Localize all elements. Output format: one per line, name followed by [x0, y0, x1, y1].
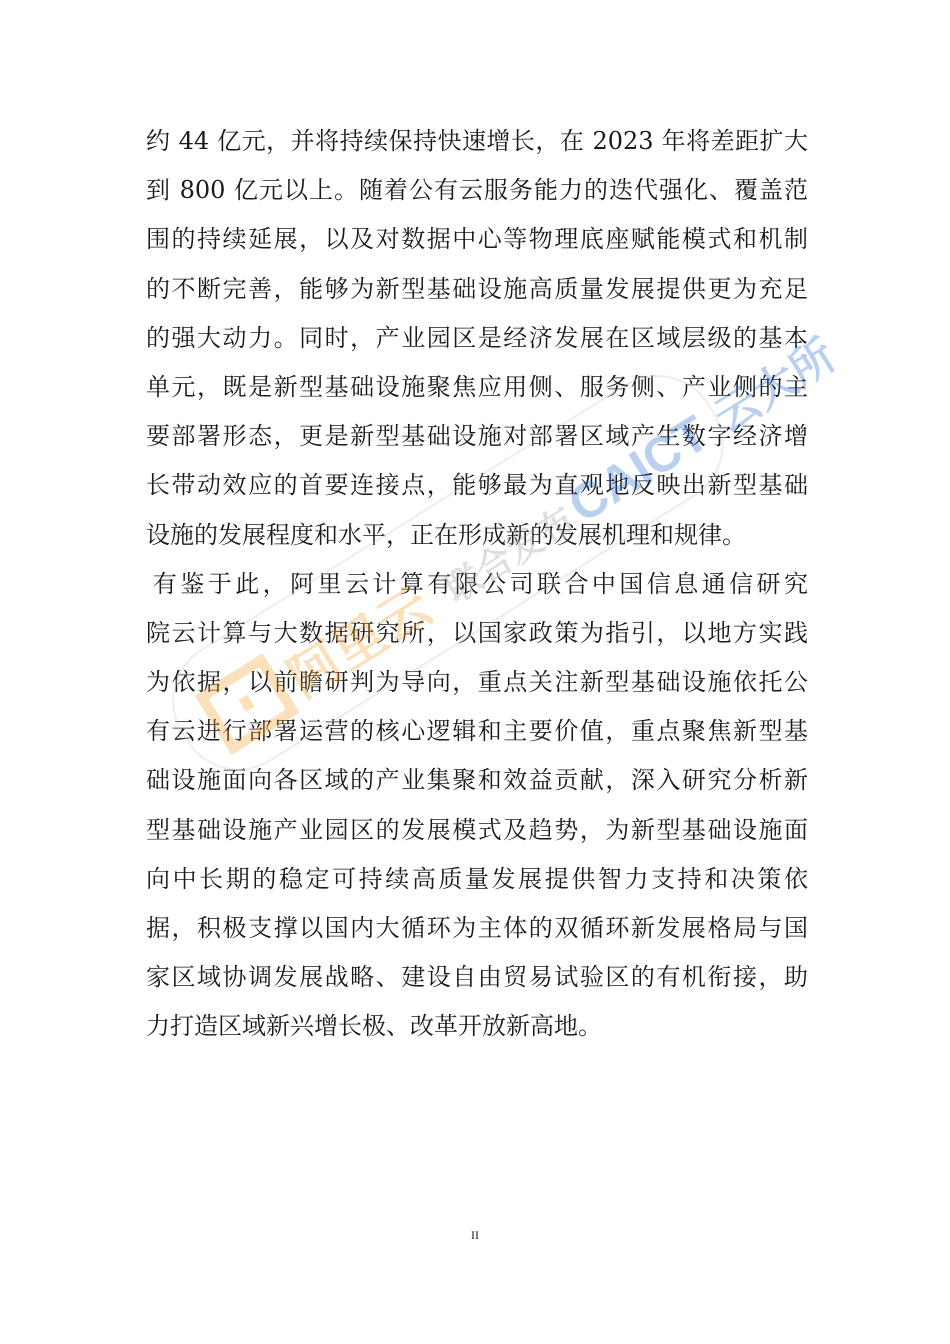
svg-text:联合发布: 联合发布	[437, 499, 582, 611]
text-line: 长带动效应的首要连接点，能够最为直观地反映出新型基础	[146, 471, 808, 500]
text-line: 院云计算与大数据研究所，以国家政策为指引，以地方实践	[146, 618, 808, 647]
text-line: 有云进行部署运营的核心逻辑和主要价值，重点聚焦新型基	[146, 717, 808, 746]
text-line: 力打造区域新兴增长极、改革开放新高地。	[146, 1012, 602, 1041]
page-number: II	[471, 1228, 479, 1242]
text-line: 的不断完善，能够为新型基础设施高质量发展提供更为充足	[146, 274, 808, 303]
text-line: 有鉴于此，阿里云计算有限公司联合中国信息通信研究	[98, 569, 808, 598]
text-line: 家区域协调发展战略、建设自由贸易试验区的有机衔接，助	[146, 963, 808, 992]
text-line: 据，积极支撑以国内大循环为主体的双循环新发展格局与国	[146, 914, 808, 942]
text-line: 要部署形态，更是新型基础设施对部署区域产生数字经济增	[146, 422, 808, 451]
body-text	[98, 117, 808, 1052]
svg-text:云大所: 云大所	[706, 330, 844, 443]
text-line: 到 800 亿元以上。随着公有云服务能力的迭代强化、覆盖范	[146, 176, 808, 205]
text-line: 型基础设施产业园区的发展模式及趋势，为新型基础设施面	[146, 815, 808, 844]
svg-text:阿里云: 阿里云	[278, 577, 442, 710]
svg-text:CAICT: CAICT	[558, 404, 718, 534]
text-line: 的强大动力。同时，产业园区是经济发展在区域层级的基本	[146, 323, 808, 352]
text-line: 单元，既是新型基础设施聚焦应用侧、服务侧、产业侧的主	[146, 372, 808, 401]
text-line: 向中长期的稳定可持续高质量发展提供智力支持和决策依	[146, 864, 808, 893]
text-line: 础设施面向各区域的产业集聚和效益贡献，深入研究分析新	[146, 766, 808, 795]
text-line: 设施的发展程度和水平，正在形成新的发展机理和规律。	[146, 520, 746, 549]
text-line: 围的持续延展，以及对数据中心等物理底座赋能模式和机制	[146, 225, 808, 254]
text-line: 约 44 亿元，并将持续保持快速增长，在 2023 年将差距扩大	[146, 127, 808, 155]
text-line: 为依据，以前瞻研判为导向，重点关注新型基础设施依托公	[146, 668, 808, 697]
